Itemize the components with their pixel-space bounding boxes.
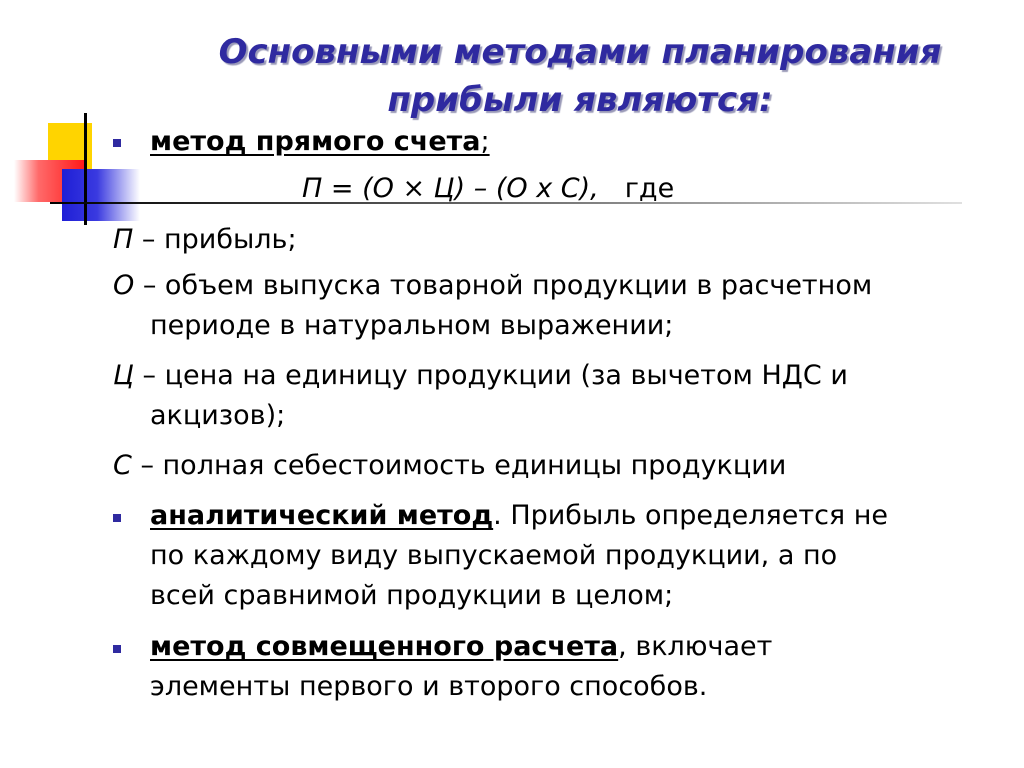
definition-c-line-2: акцизов); [150, 400, 286, 431]
decor-blue-square [62, 169, 140, 221]
bullet-icon [113, 645, 121, 653]
formula-where: где [624, 173, 675, 204]
symbol-c: Ц [113, 360, 134, 391]
definition-o-line-1 [113, 266, 872, 306]
symbol-o: О [113, 270, 135, 301]
definition-o-text-1: – объем выпуска товарной продукции в расчетном [134, 270, 873, 301]
bullet-icon [113, 514, 121, 522]
formula-expression: П = (О × Ц) – (О х С), [302, 173, 599, 204]
bullet-analytic-line-2: по каждому виду выпускаемой продукции, а по [150, 540, 838, 571]
term-combined-method: метод совмещенного расчета [150, 631, 619, 662]
decor-vertical-line [84, 113, 87, 225]
symbol-p: П [113, 224, 134, 255]
slide-title [170, 28, 990, 124]
bullet-analytic-line-1 [150, 496, 888, 536]
title-line-1: Основными методами планирования [218, 32, 942, 72]
definition-o-line-2: периоде в натуральном выражении; [150, 310, 674, 341]
bullet-combined-text-1: , включает [618, 631, 773, 662]
bullet-analytic-line-3: всей сравнимой продукции в целом; [150, 580, 674, 611]
symbol-s: С [113, 450, 132, 481]
formula-line [302, 169, 674, 209]
definition-p [113, 220, 297, 260]
definition-c-text-1: – цена на единицу продукции (за вычетом НДС и [133, 360, 848, 391]
bullet-icon [113, 139, 121, 147]
term-direct-method: метод прямого счета [150, 126, 481, 157]
definition-s [113, 446, 786, 486]
bullet-combined-line-2: элементы первого и второго способов. [150, 671, 708, 702]
definition-s-text: – полная себестоимость единицы продукции [131, 450, 787, 481]
definition-p-text: – прибыль; [133, 224, 297, 255]
bullet-combined-line-1 [150, 627, 772, 667]
definition-c-line-1 [113, 356, 848, 396]
bullet-direct-method [150, 122, 490, 162]
term-direct-method-suffix: ; [480, 126, 490, 157]
term-analytic-method: аналитический метод [150, 500, 494, 531]
title-line-2: прибыли являются: [387, 80, 773, 120]
bullet-analytic-text-1: . Прибыль определяется не [493, 500, 889, 531]
